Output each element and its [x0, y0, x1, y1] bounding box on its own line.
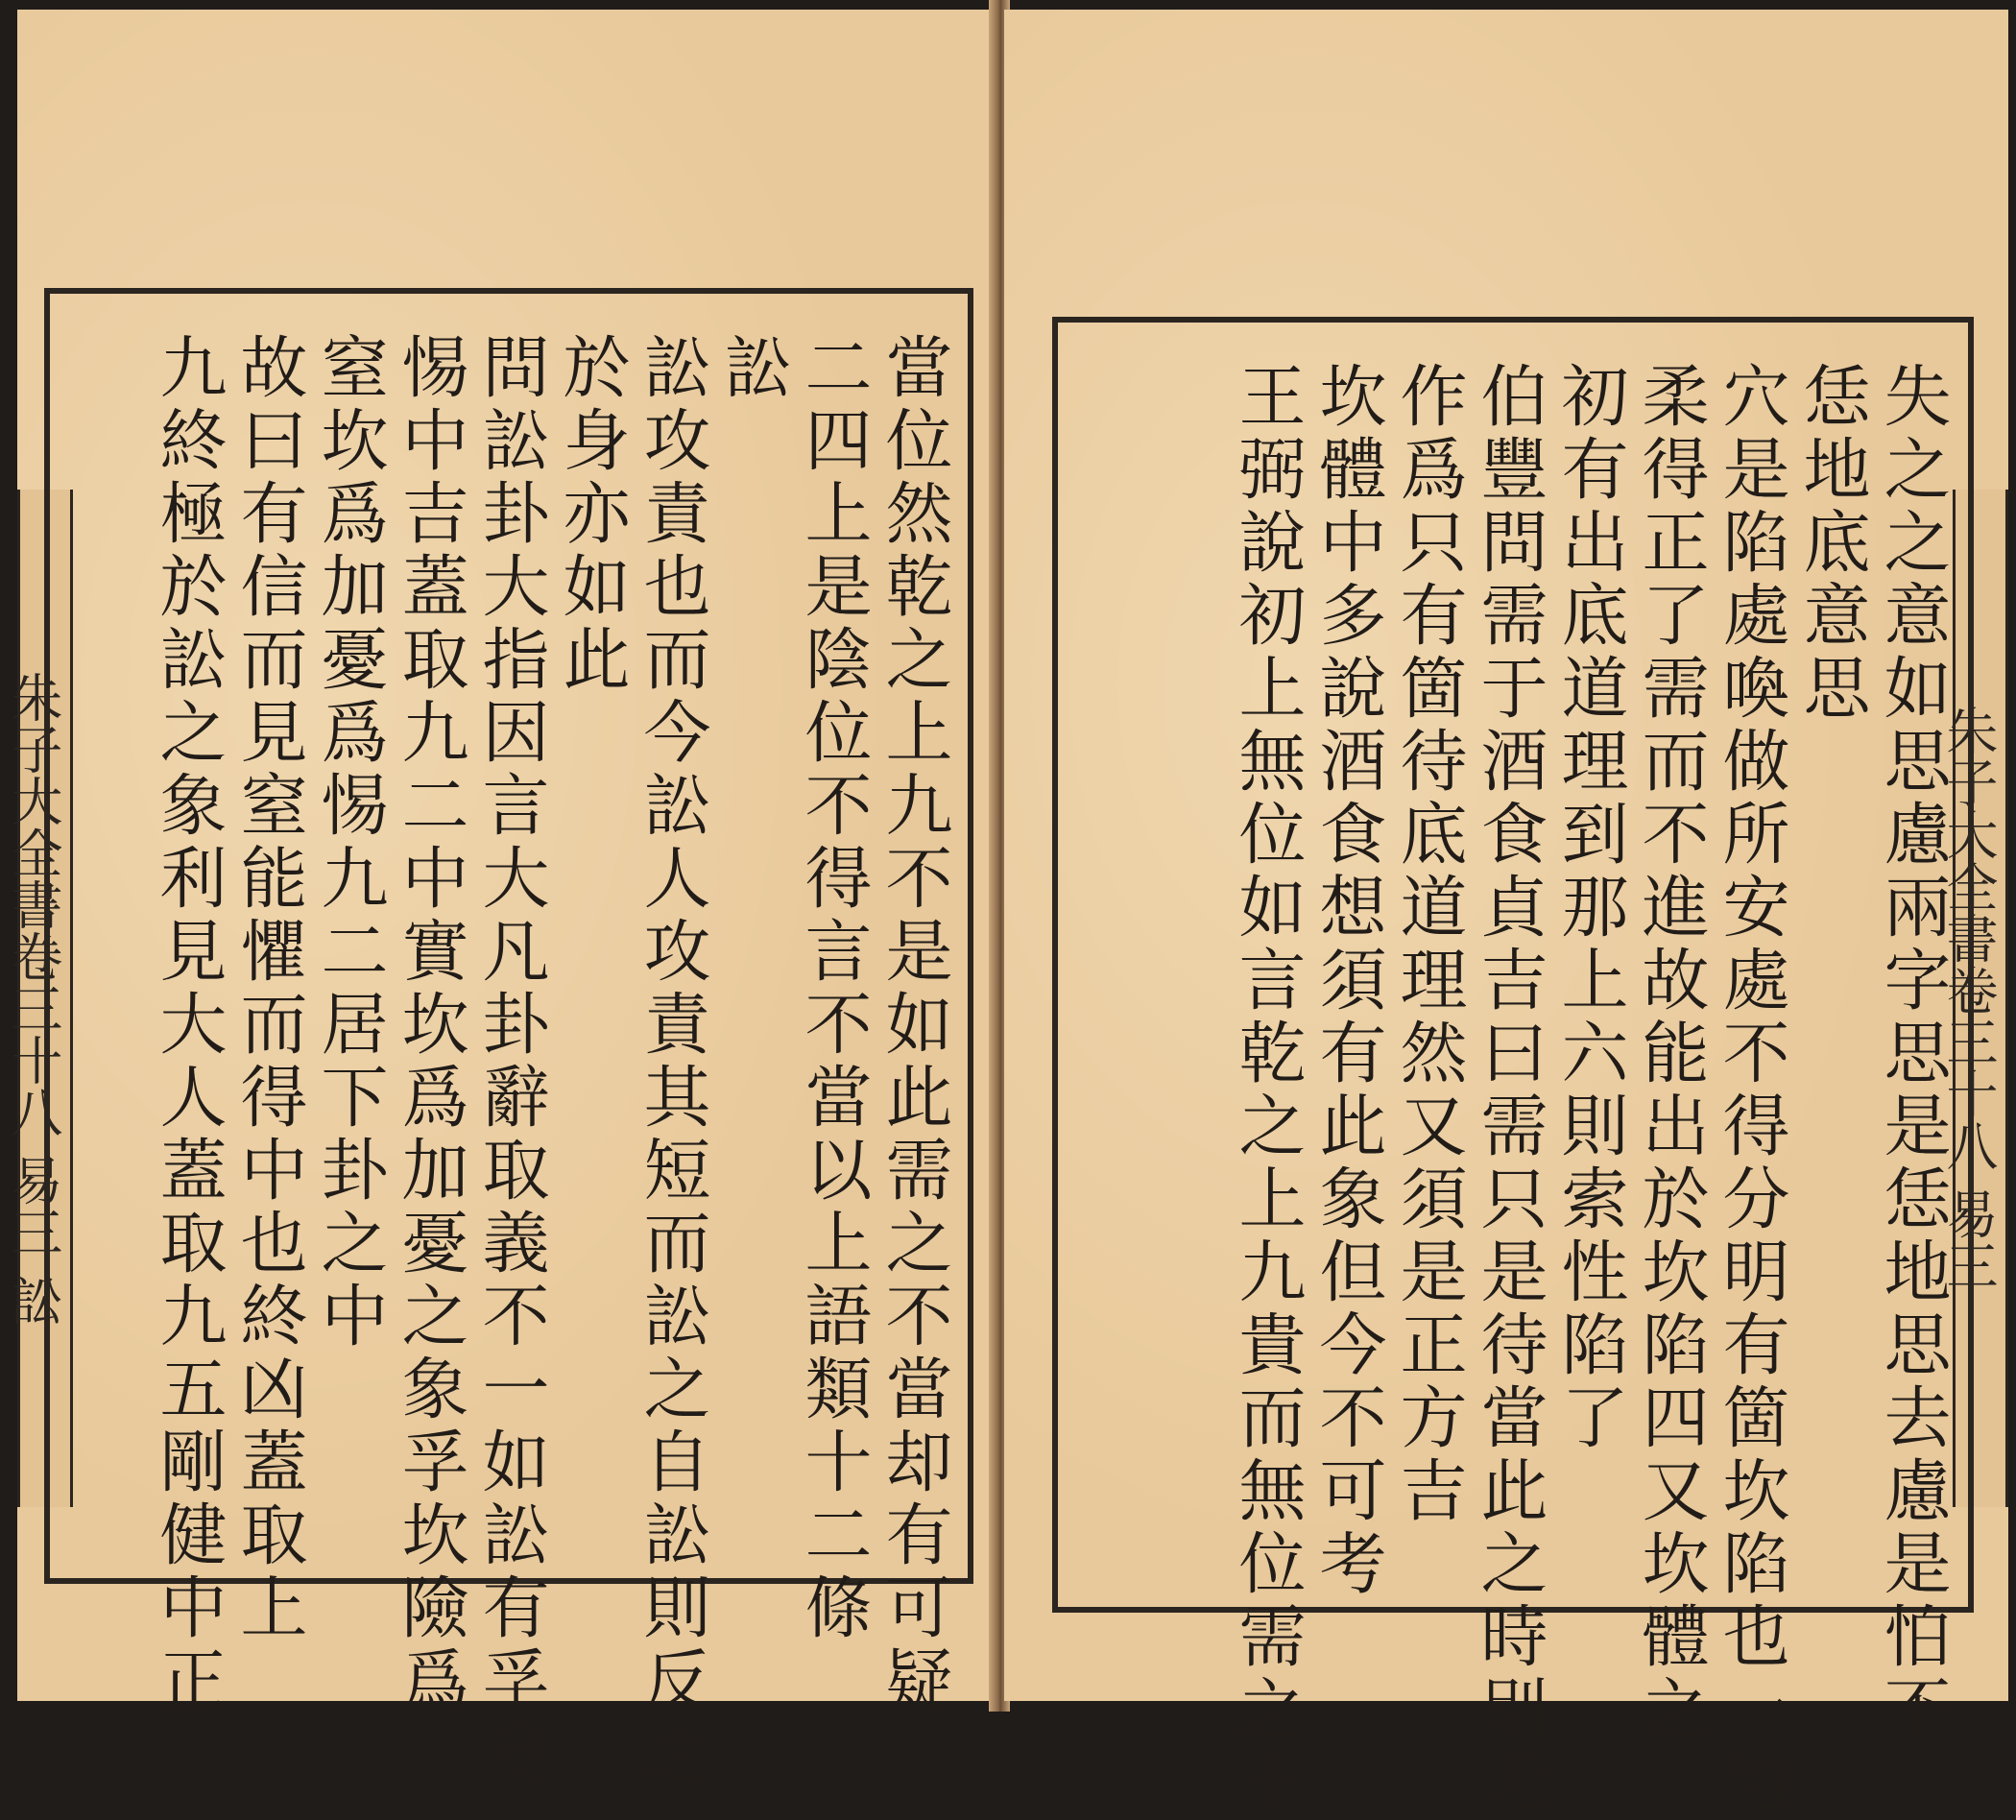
- right-text-frame: [1052, 317, 1974, 1820]
- right-margin-label: 朱子大全書卷三十八 易三: [1953, 490, 2008, 1507]
- left-page-text: 當位然乾之上九不是如此需之不當却有可疑 二四上是陰位不得言不當以上語類十二條 訟 訟攻責也而今訟人攻責其短而訟之自訟則反之 於身亦如此 問訟卦大指因言大凡卦辭取義不一如訟有孚窒 惕中吉蓋取九二中實坎爲加憂之象孚坎險爲 窒坎爲加憂爲惕九二居下卦之中 故曰有信而見窒能懼而得中也終凶蓋取上 九終極於訟之象利見大人蓋取九五剛健中正: [149, 332, 953, 1791]
- right-page: [1004, 10, 2008, 1820]
- left-text-frame: [44, 288, 973, 1791]
- right-page-text: 失之之意如思慮兩字思是恁地思去慮是怕不 恁地底意思 穴是陷處喚做所安處不得分明有箇坎陷也一句 柔得正了需而不進故能出於坎陷四又坎體之 初有出底道理到那上六則索性陷了 伯豐問需于酒食貞吉曰需只是待當此之時別无 作爲只有箇待底道理然又須是正方吉 坎體中多說酒食想須有此象但今不可考 王弼說初上無位如言乾之上九貴而無位需之不: [1228, 361, 1952, 1820]
- left-margin-label: 朱子大全書卷三十八 易三 訟: [17, 490, 73, 1507]
- left-page: [3, 10, 995, 1791]
